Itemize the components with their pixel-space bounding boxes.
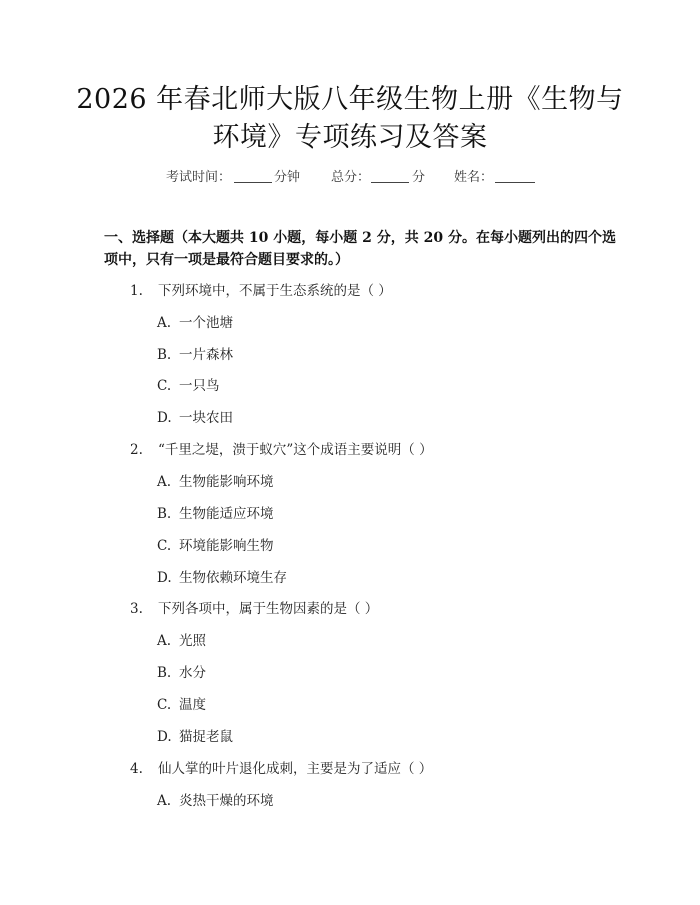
option-letter: A. xyxy=(157,793,172,809)
option-letter: B. xyxy=(157,506,172,522)
question-number: 4. xyxy=(130,761,143,777)
option-letter: B. xyxy=(157,665,172,681)
name-label: 姓名： xyxy=(454,170,494,185)
question-text: 仙人掌的叶片退化成刺，主要是为了适应（ ） xyxy=(158,761,433,777)
score-unit: 分 xyxy=(412,170,426,185)
option-text: 光照 xyxy=(179,633,206,649)
option-letter: A. xyxy=(157,633,172,649)
option-letter: C. xyxy=(157,378,172,394)
option-letter: A. xyxy=(157,474,172,490)
question-number: 3. xyxy=(130,601,143,617)
option-letter: C. xyxy=(157,538,172,554)
option-text: 温度 xyxy=(179,697,206,713)
time-unit: 分钟 xyxy=(274,170,301,185)
option-text: 环境能影响生物 xyxy=(179,538,274,554)
option-text: 猫捉老鼠 xyxy=(179,729,233,745)
option-letter: C. xyxy=(157,697,172,713)
question-number: 2. xyxy=(130,442,143,458)
question-text: 下列环境中，不属于生态系统的是（ ） xyxy=(158,283,392,299)
option-text: 一只鸟 xyxy=(179,378,220,394)
exam-meta-row xyxy=(0,168,700,188)
time-label: 考试时间： xyxy=(166,170,232,185)
option-letter: D. xyxy=(157,729,172,745)
document-title-line-1: 2026 年春北师大版八年级生物上册《生物与 xyxy=(76,84,624,115)
option-letter: D. xyxy=(157,570,172,586)
section-heading-line-1: 一、选择题（本大题共 10 小题，每小题 2 分，共 20 分。在每小题列出的四个选 xyxy=(104,230,616,246)
option-text: 水分 xyxy=(179,665,206,681)
option-text: 生物能影响环境 xyxy=(179,474,274,490)
option-letter: D. xyxy=(157,410,172,426)
option-text: 一片森林 xyxy=(179,347,233,363)
score-label: 总分： xyxy=(331,170,371,185)
document-title-line-2: 环境》专项练习及答案 xyxy=(212,122,488,153)
option-text: 一块农田 xyxy=(179,410,233,426)
option-text: 生物能适应环境 xyxy=(179,506,274,522)
option-letter: B. xyxy=(157,347,172,363)
option-text: 一个池塘 xyxy=(179,315,233,331)
name-blank[interactable] xyxy=(495,168,535,183)
option-letter: A. xyxy=(157,315,172,331)
section-heading-line-2: 项中，只有一项是最符合题目要求的。） xyxy=(104,252,349,268)
question-number: 1. xyxy=(130,283,143,299)
question-text: 下列各项中，属于生物因素的是（ ） xyxy=(158,601,379,617)
score-blank[interactable] xyxy=(371,168,409,183)
option-text: 生物依赖环境生存 xyxy=(179,570,287,586)
time-blank[interactable] xyxy=(234,168,272,183)
question-text: “千里之堤，溃于蚁穴”这个成语主要说明（ ） xyxy=(158,442,433,458)
option-text: 炎热干燥的环境 xyxy=(179,793,274,809)
